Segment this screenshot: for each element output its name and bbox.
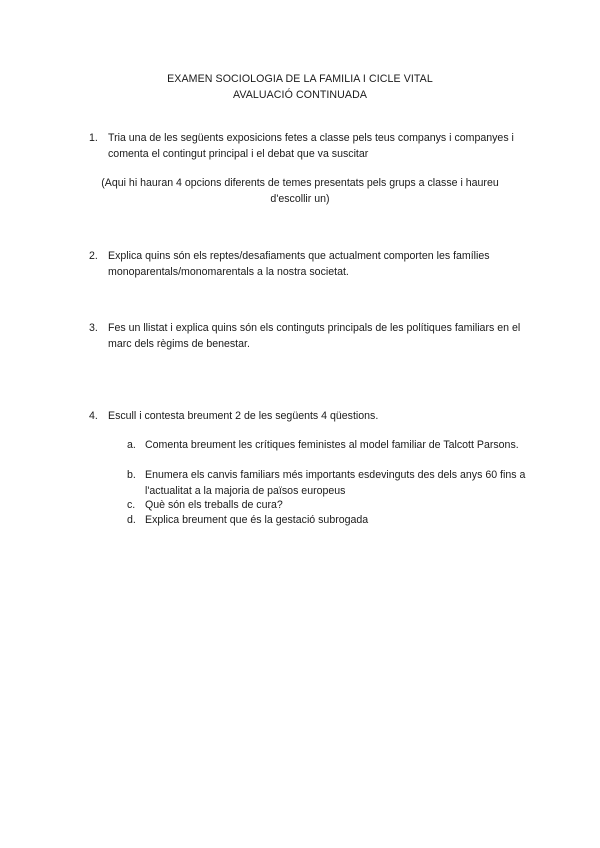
question-number: 4. [89,410,98,422]
page-title [0,71,600,103]
subquestion-text: Comenta breument les crítiques feministes al model familiar de Talcott Parsons. [145,439,519,451]
subquestion-c [127,497,527,513]
subquestion-letter: b. [127,469,136,481]
question-number: 2. [89,250,98,262]
question-2 [89,248,521,280]
question-text: Fes un llistat i explica quins són els continguts principals de les polítiques familiars en el marc dels règims de benestar. [108,322,521,350]
question-3 [89,320,521,352]
options-note: (Aqui hi hauran 4 opcions diferents de temes presentats pels grups a classe i haureu d'escollir un) [101,177,499,205]
subquestion-letter: d. [127,514,136,526]
question-number: 1. [89,132,98,144]
subquestion-text: Enumera els canvis familiars més importants esdevinguts des dels anys 60 fins a l'actualitat a la majoria de països europeus [145,469,526,497]
question-number: 3. [89,322,98,334]
question-text: Tria una de les següents exposicions fetes a classe pels teus companys i companyes i comenta el contingut principal i el debat que va suscitar [108,132,514,160]
subquestion-b [127,467,527,499]
question-4 [89,408,521,424]
subquestion-letter: a. [127,439,136,451]
question-text: Escull i contesta breument 2 de les següents 4 qüestions. [108,410,379,422]
subquestion-letter: c. [127,499,136,511]
question-text: Explica quins són els reptes/desafiaments que actualment comporten les famílies monoparentals/monomarentals a la nostra societat. [108,250,490,278]
question-1 [89,130,521,162]
title-line-2: AVALUACIÓ CONTINUADA [232,89,368,101]
subquestion-text: Explica breument que és la gestació subrogada [145,514,369,526]
subquestion-a [127,437,527,453]
subquestion-text: Què són els treballs de cura? [145,499,283,511]
title-line-1: EXAMEN SOCIOLOGIA DE LA FAMILIA I CICLE VITAL [167,73,433,85]
subquestion-d [127,512,527,528]
